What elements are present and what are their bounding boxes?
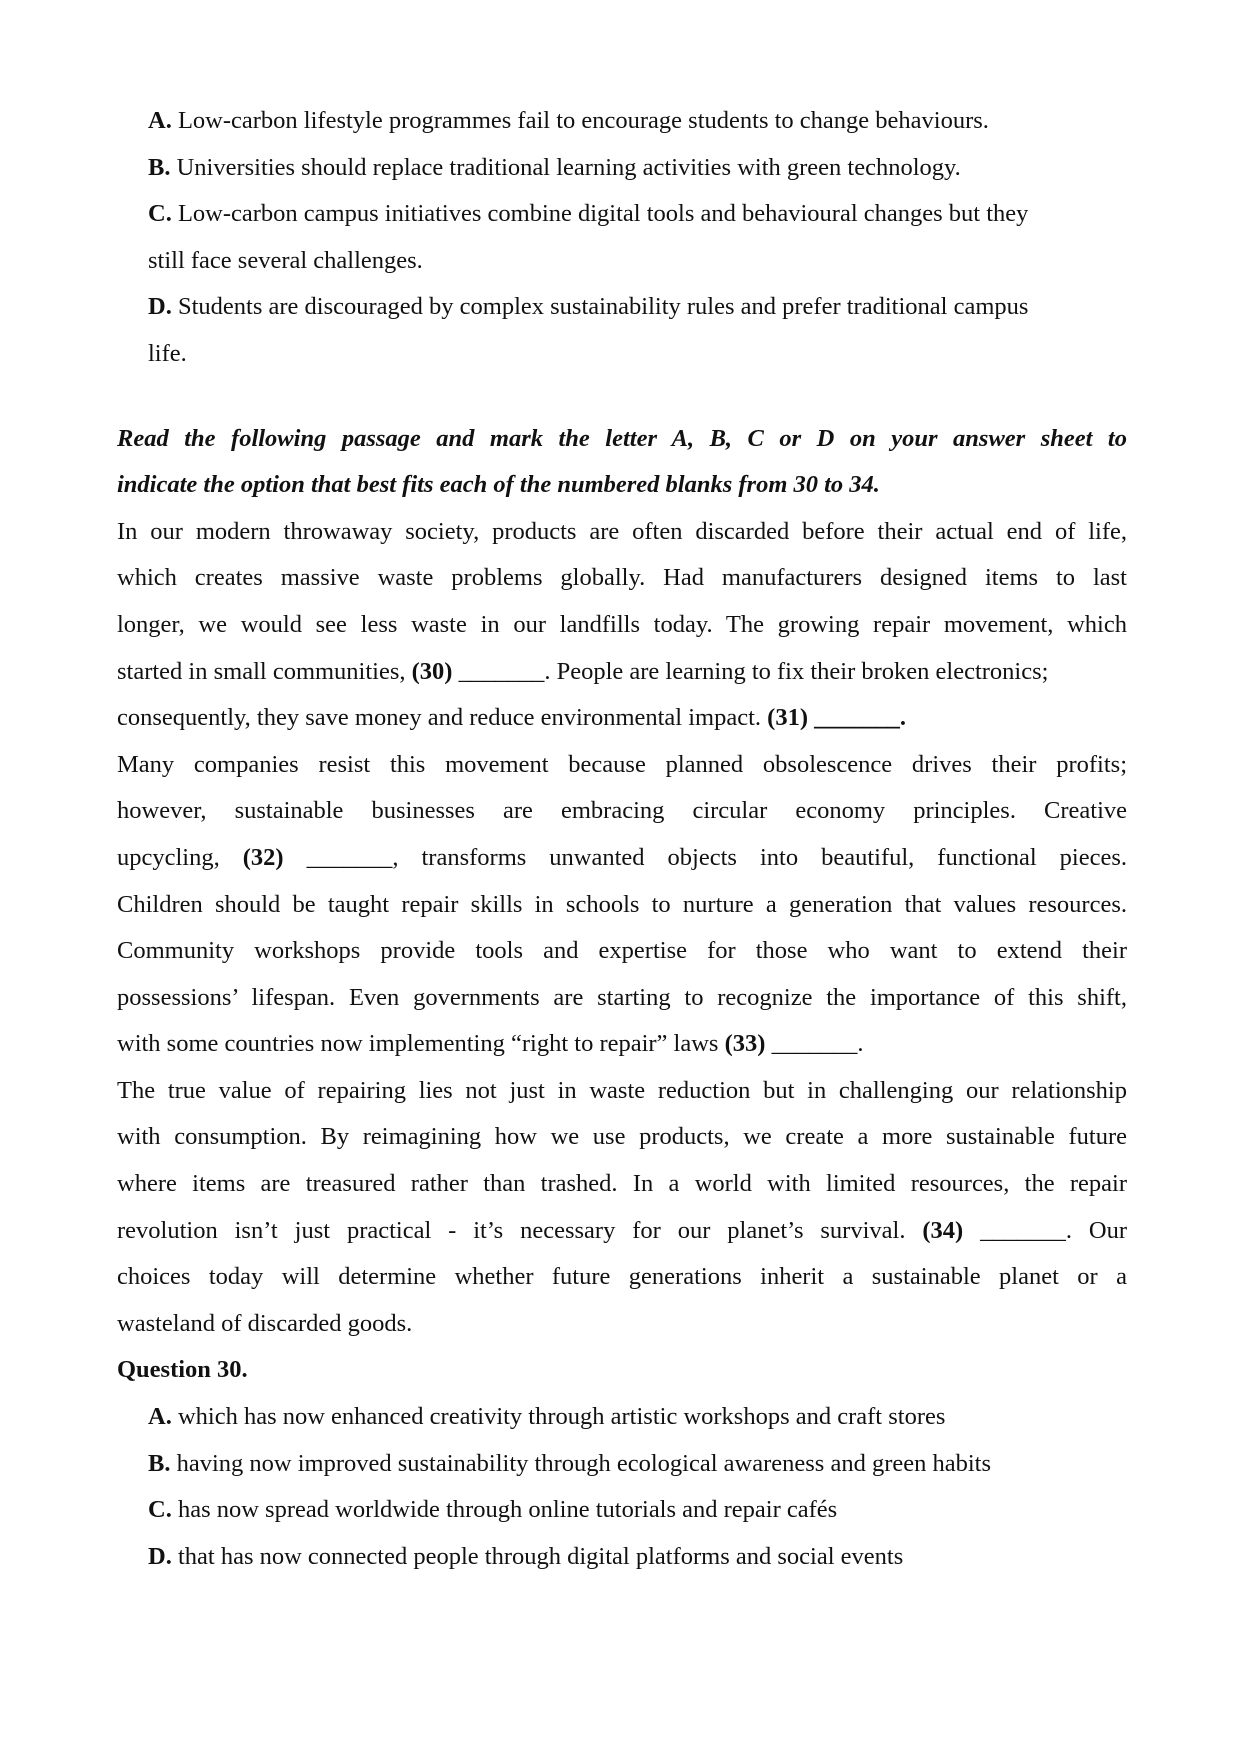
- option-letter: A.: [148, 1403, 172, 1431]
- passage-text: revolution isn’t just practical - it’s necessary for our planet’s survival.: [117, 1216, 923, 1244]
- option-letter: B.: [148, 153, 171, 181]
- passage-line: In our modern throwaway society, products are often discarded before their actual end of life,: [117, 517, 1127, 545]
- passage-text: _______.: [765, 1030, 864, 1058]
- passage-line: with consumption. By reimagining how we use products, we create a more sustainable future: [117, 1123, 1127, 1151]
- option-letter: C.: [148, 1496, 172, 1524]
- option-text: has now spread worldwide through online tutorials and repair cafés: [171, 1496, 838, 1524]
- option-letter: B.: [148, 1449, 171, 1477]
- option-text: Low-carbon lifestyle programmes fail to encourage students to change behaviours.: [171, 107, 989, 134]
- section-spacer: [117, 378, 1127, 416]
- passage-line: Many companies resist this movement because planned obsolescence drives their profits;: [117, 750, 1127, 778]
- prev-question-options: [117, 98, 1127, 378]
- passage-text: started in small communities,: [117, 657, 412, 685]
- instruction-line-1: Read the following passage and mark the letter A, B, C or D on your answer sheet to: [117, 424, 1127, 452]
- option-text: having now improved sustainability through ecological awareness and green habits: [170, 1449, 992, 1477]
- passage-line: The true value of repairing lies not just in waste reduction but in challenging our relationship: [117, 1076, 1127, 1104]
- passage: [117, 509, 1127, 1348]
- passage-line: Community workshops provide tools and expertise for those who want to extend their: [117, 937, 1127, 965]
- passage-text: _______. People are learning to fix their broken electronics;: [452, 657, 1049, 685]
- option-c-continuation: still face several challenges.: [148, 246, 423, 274]
- option-text: Universities should replace traditional learning activities with green technology.: [170, 153, 961, 181]
- exam-page: [117, 98, 1127, 1580]
- question-30: [117, 1347, 1127, 1580]
- passage-text: consequently, they save money and reduce environmental impact.: [117, 704, 768, 732]
- instruction-line-2: indicate the option that best fits each of the numbered blanks from 30 to 34.: [117, 471, 880, 499]
- option-a[interactable]: [117, 1394, 1127, 1441]
- passage-line: longer, we would see less waste in our landfills today. The growing repair movement, which: [117, 610, 1127, 638]
- option-text: Low-carbon campus initiatives combine digital tools and behavioural changes but they: [171, 200, 1029, 228]
- option-letter: A.: [148, 107, 172, 134]
- option-d[interactable]: [117, 284, 1127, 331]
- passage-text: upcycling,: [117, 843, 243, 871]
- passage-line: [117, 695, 1127, 742]
- passage-text: _______. Our: [963, 1216, 1127, 1244]
- option-b[interactable]: [117, 145, 1127, 192]
- passage-text: _______, transforms unwanted objects into beautiful, functional pieces.: [283, 843, 1127, 871]
- blank-32-label: (32): [242, 843, 284, 871]
- option-letter: D.: [148, 1542, 172, 1570]
- passage-line: wasteland of discarded goods.: [117, 1309, 413, 1337]
- option-d-continuation: life.: [148, 339, 187, 367]
- blank-34-label: (34): [922, 1216, 964, 1244]
- passage-line: [117, 1021, 1127, 1068]
- passage-text: with some countries now implementing “right to repair” laws: [117, 1030, 725, 1058]
- option-b[interactable]: [117, 1441, 1127, 1488]
- blank-30-label: (30): [411, 657, 453, 685]
- passage-line: where items are treasured rather than trashed. In a world with limited resources, the repair: [117, 1170, 1127, 1198]
- option-letter: D.: [148, 293, 172, 321]
- passage-line: however, sustainable businesses are embracing circular economy principles. Creative: [117, 797, 1127, 825]
- option-c[interactable]: [117, 1487, 1127, 1534]
- question-title: [117, 1347, 1127, 1394]
- passage-line: [117, 649, 1127, 696]
- option-letter: C.: [148, 200, 172, 228]
- option-text: that has now connected people through digital platforms and social events: [171, 1542, 904, 1570]
- option-d[interactable]: [117, 1534, 1127, 1581]
- option-text: Students are discouraged by complex sustainability rules and prefer traditional campus: [171, 293, 1029, 321]
- instruction: [117, 416, 1127, 509]
- question-title-text: Question 30.: [117, 1356, 248, 1384]
- passage-line: [117, 1208, 1127, 1255]
- passage-line: which creates massive waste problems globally. Had manufacturers designed items to last: [117, 564, 1127, 592]
- passage-line: Children should be taught repair skills in schools to nurture a generation that values resources.: [117, 890, 1127, 918]
- passage-line: choices today will determine whether future generations inherit a sustainable planet or a: [117, 1263, 1127, 1291]
- option-c[interactable]: [117, 191, 1127, 238]
- passage-line: [117, 835, 1127, 882]
- option-text: which has now enhanced creativity through artistic workshops and craft stores: [171, 1403, 946, 1431]
- passage-line: possessions’ lifespan. Even governments are starting to recognize the importance of this shift,: [117, 983, 1127, 1011]
- option-a[interactable]: [117, 98, 1127, 145]
- blank-31-label: (31) _______.: [767, 704, 906, 732]
- blank-33-label: (33): [724, 1030, 766, 1058]
